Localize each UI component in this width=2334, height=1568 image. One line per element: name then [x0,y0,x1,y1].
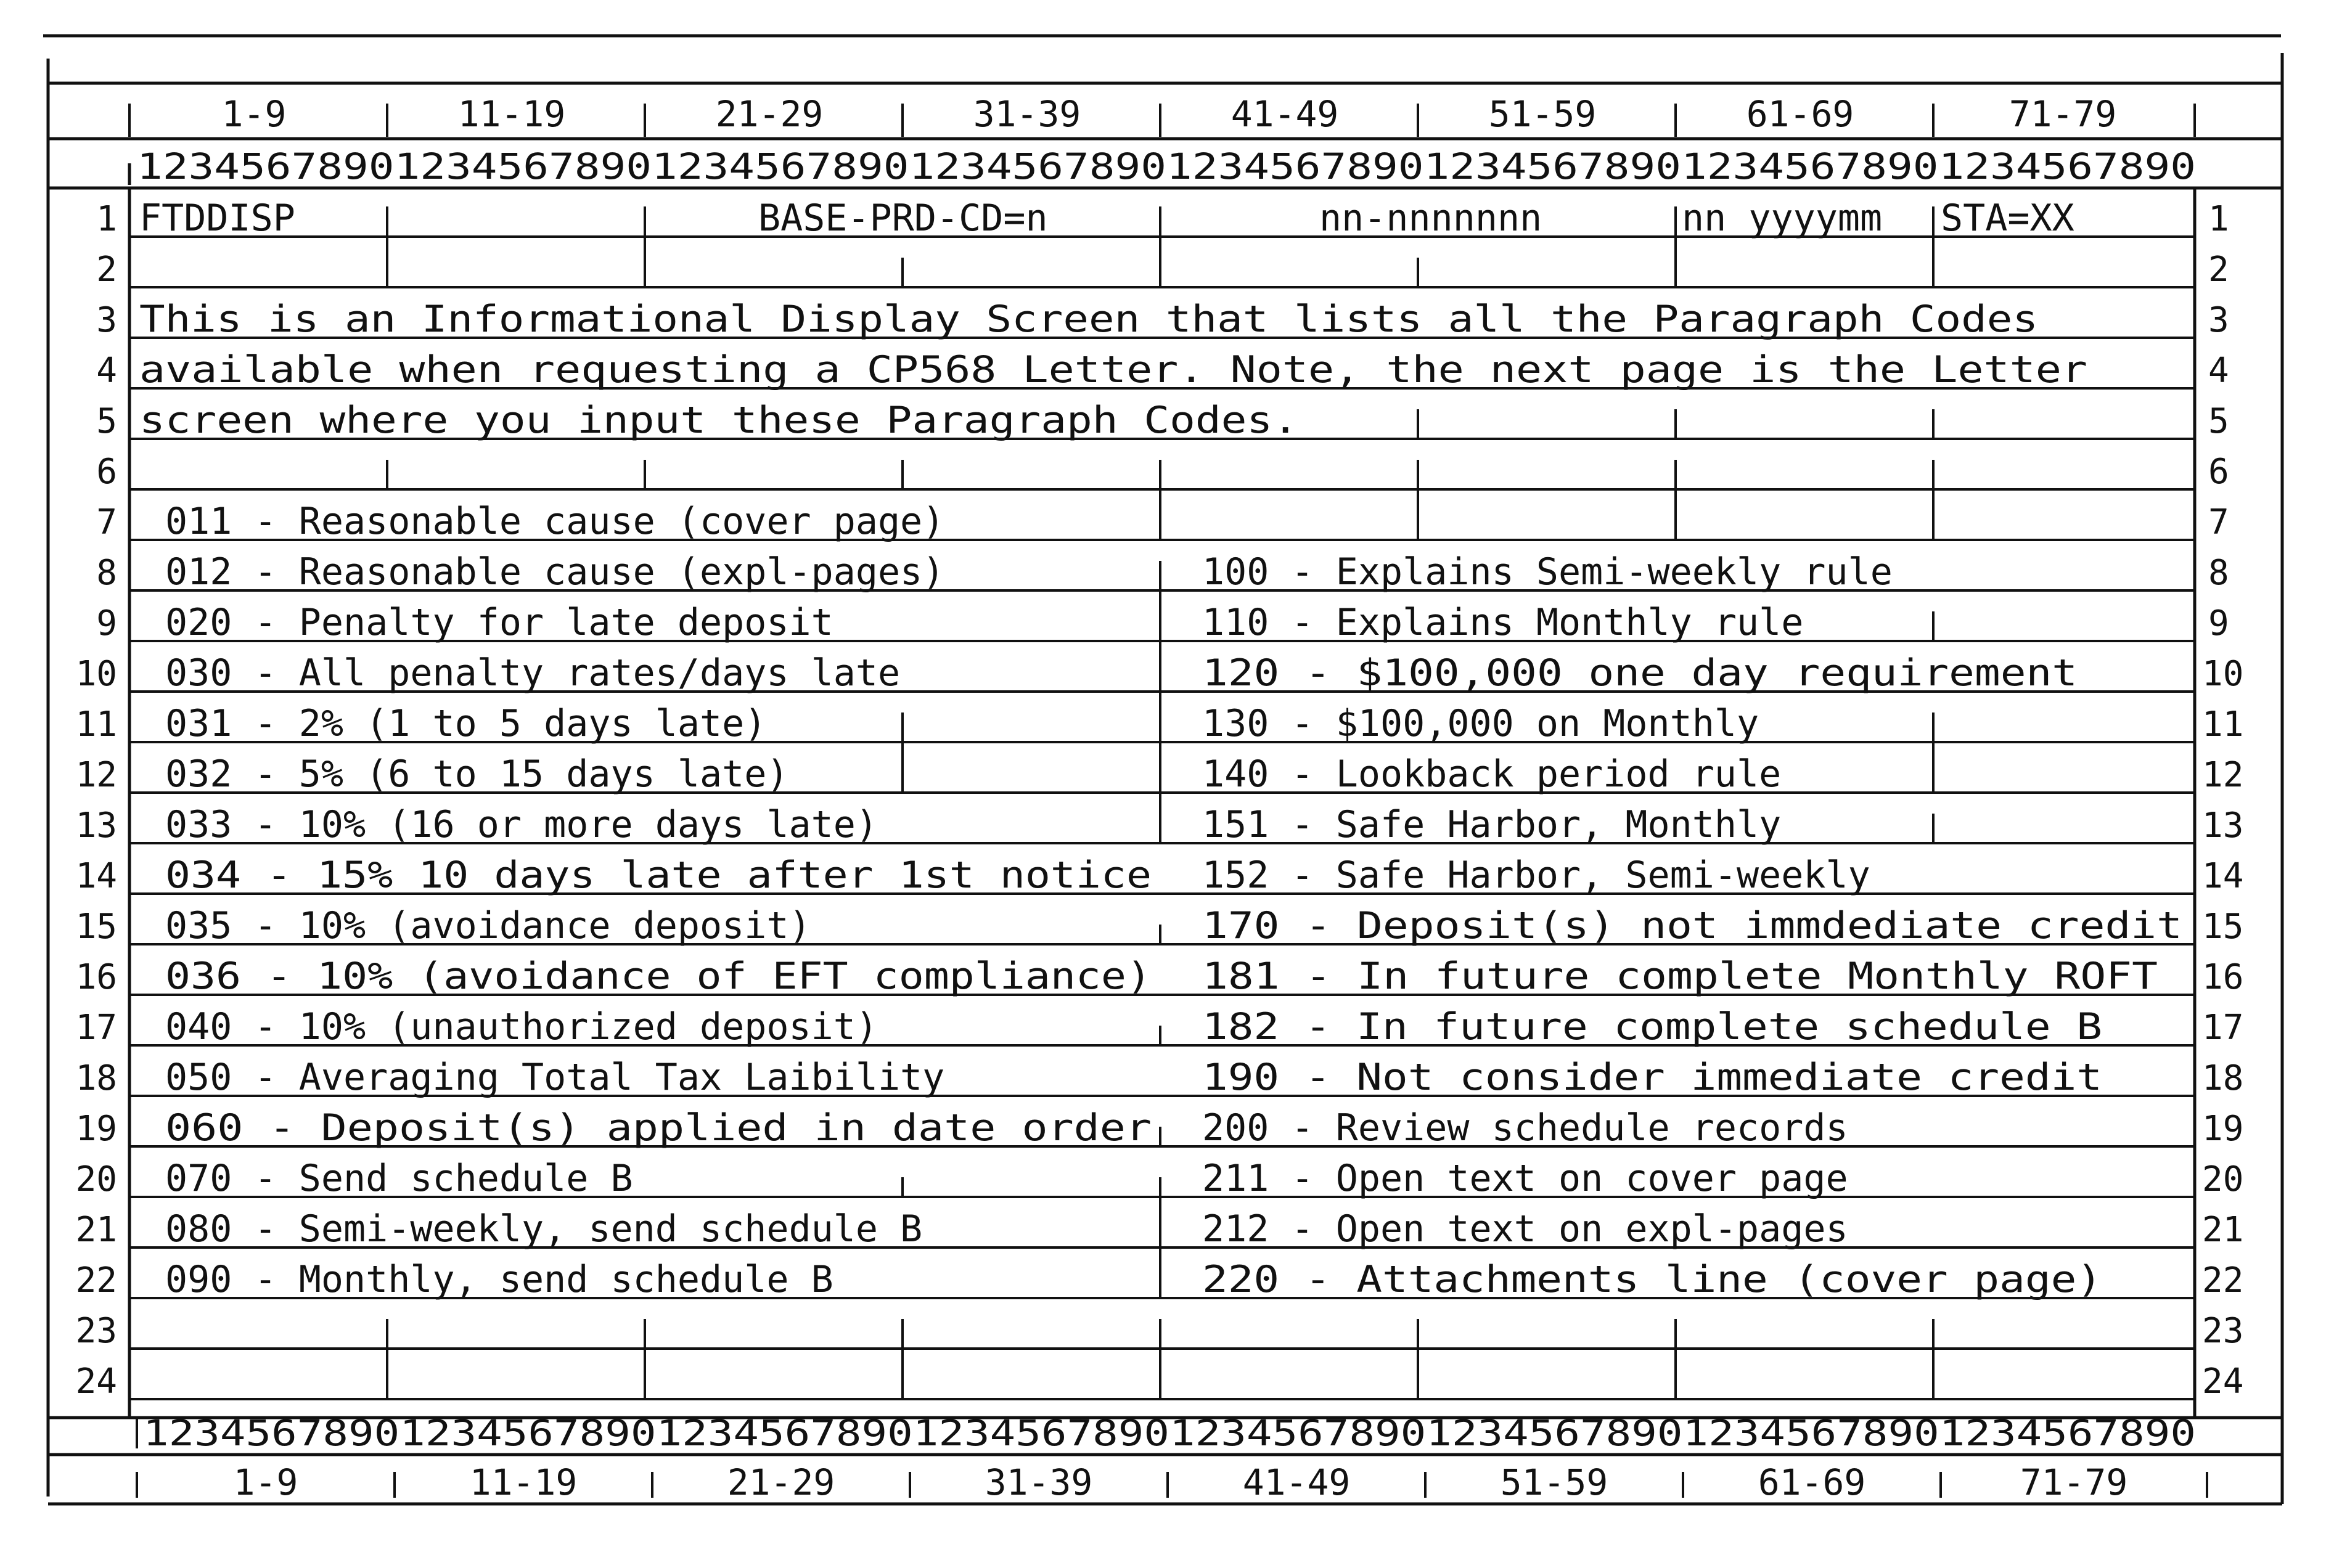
paragraph-code-item: 012 - Reasonable cause (expl-pages) [165,550,945,594]
line-number: 21 [2202,1210,2244,1250]
column-group-8: 71-79 [2008,93,2117,135]
line-number: 6 [2208,452,2229,492]
column-group-bottom-5: 41-49 [1242,1461,1351,1503]
paragraph-code-item: 033 - 10% (16 or more days late) [165,803,878,846]
line-number: 10 [75,654,117,694]
paragraph-code-item: 080 - Semi-weekly, send schedule B [165,1207,923,1251]
paragraph-code-item: 032 - 5% (6 to 15 days late) [165,753,789,796]
column-group-bottom-8: 71-79 [2020,1461,2128,1503]
column-group-bottom-7: 61-69 [1758,1461,1866,1503]
line-number: 17 [75,1008,117,1048]
paragraph-code-item: 130 - $100,000 on Monthly [1202,702,1759,745]
line-number: 16 [2202,957,2244,997]
line-number: 18 [75,1058,117,1098]
paragraph-code-item: 011 - Reasonable cause (cover page) [165,500,945,543]
line-number: 1 [2208,199,2229,239]
paragraph-code-item: 034 - 15% 10 days late after 1st notice [165,854,1152,897]
line-number: 14 [75,856,117,896]
line-number: 23 [2202,1311,2244,1351]
line-number: 7 [96,502,117,542]
digit-ruler-bottom: 12345678901234567890123456789012345678901234567890123456789012345678901234567890 [143,1412,2196,1454]
paragraph-code-item: 110 - Explains Monthly rule [1202,601,1804,644]
line-number: 15 [75,907,117,947]
line-number: 1 [96,199,117,239]
line-number: 21 [75,1210,117,1250]
paragraph-code-item: 182 - In future complete schedule B [1202,1005,2102,1048]
line-number: 15 [2202,907,2244,947]
column-group-7: 61-69 [1746,93,1854,135]
line-number: 13 [2202,806,2244,846]
line-number: 8 [2208,553,2229,593]
line-number: 22 [2202,1260,2244,1301]
paragraph-code-item: 152 - Safe Harbor, Semi-weekly [1202,854,1870,897]
paragraph-code-item: 100 - Explains Semi-weekly rule [1202,550,1893,594]
line-number: 8 [96,553,117,593]
base-product-code: BASE-PRD-CD=n [758,197,1048,240]
line-number: 9 [96,603,117,643]
line-number: 2 [96,250,117,290]
line-number: 22 [75,1260,117,1301]
line-number: 13 [75,806,117,846]
column-group-2: 11-19 [457,93,566,135]
line-number: 11 [2202,704,2244,745]
column-group-3: 21-29 [715,93,824,135]
description-line: available when requesting a CP568 Letter. Note, the next page is the Letter [139,348,2088,391]
line-number: 6 [96,452,117,492]
paragraph-code-item: 200 - Review schedule records [1202,1106,1848,1149]
column-group-5: 41-49 [1230,93,1339,135]
paragraph-code-item: 170 - Deposit(s) not immdediate credit [1202,904,2182,947]
line-number: 7 [2208,502,2229,542]
paragraph-code-item: 151 - Safe Harbor, Monthly [1202,803,1782,846]
paragraph-code-item: 181 - In future complete Monthly ROFT [1202,955,2158,998]
line-number: 23 [75,1311,117,1351]
paragraph-code-item: 140 - Lookback period rule [1202,753,1782,796]
line-number: 10 [2202,654,2244,694]
column-group-6: 51-59 [1488,93,1597,135]
line-number: 4 [2208,351,2229,391]
line-number: 11 [75,704,117,745]
line-number: 20 [75,1159,117,1199]
transaction-code: FTDDISP [139,197,295,240]
line-number: 5 [96,401,117,441]
column-group-bottom-6: 51-59 [1500,1461,1608,1503]
column-group-bottom-4: 31-39 [985,1461,1093,1503]
line-number: 16 [75,957,117,997]
line-number: 12 [75,755,117,795]
paragraph-code-item: 035 - 10% (avoidance deposit) [165,904,811,947]
line-number: 19 [2202,1109,2244,1149]
paragraph-code-item: 060 - Deposit(s) applied in date order [165,1106,1152,1149]
line-number: 19 [75,1109,117,1149]
line-number: 24 [2202,1362,2244,1402]
paragraph-code-item: 090 - Monthly, send schedule B [165,1258,833,1301]
line-number: 12 [2202,755,2244,795]
column-group-4: 31-39 [973,93,1081,135]
paragraph-code-item: 031 - 2% (1 to 5 days late) [165,702,767,745]
paragraph-code-item: 036 - 10% (avoidance of EFT compliance) [165,955,1152,998]
column-group-1: 1-9 [221,93,287,135]
description-line: This is an Informational Display Screen that lists all the Paragraph Codes [139,298,2038,341]
paragraph-code-item: 220 - Attachments line (cover page) [1202,1258,2102,1301]
line-number: 5 [2208,401,2229,441]
line-number: 17 [2202,1008,2244,1048]
line-number: 14 [2202,856,2244,896]
digit-ruler-top: 12345678901234567890123456789012345678901234567890123456789012345678901234567890 [137,145,2196,187]
tax-period-field: nn yyyymm [1682,197,1883,240]
station-field: STA=XX [1941,197,2074,240]
line-number: 18 [2202,1058,2244,1098]
paragraph-code-item: 190 - Not consider immediate credit [1202,1056,2102,1099]
paragraph-code-item: 020 - Penalty for late deposit [165,601,833,644]
paragraph-code-item: 211 - Open text on cover page [1202,1157,1848,1200]
line-number: 3 [96,300,117,340]
column-group-bottom-1: 1-9 [233,1461,298,1503]
paragraph-code-item: 030 - All penalty rates/days late [165,651,901,695]
description-line: screen where you input these Paragraph Codes. [139,399,1298,442]
line-number: 20 [2202,1159,2244,1199]
paragraph-code-item: 120 - $100,000 one day requirement [1202,651,2078,695]
column-group-bottom-3: 21-29 [727,1461,835,1503]
paragraph-code-item: 212 - Open text on expl-pages [1202,1207,1848,1251]
line-number: 9 [2208,603,2229,643]
line-number: 2 [2208,250,2229,290]
paragraph-code-item: 070 - Send schedule B [165,1157,633,1200]
column-group-bottom-2: 11-19 [469,1461,578,1503]
paragraph-code-item: 040 - 10% (unauthorized deposit) [165,1005,878,1048]
tin-field: nn-nnnnnnn [1319,197,1542,240]
line-number: 3 [2208,300,2229,340]
line-number: 4 [96,351,117,391]
paragraph-code-item: 050 - Averaging Total Tax Laibility [165,1056,945,1099]
line-number: 24 [75,1362,117,1402]
